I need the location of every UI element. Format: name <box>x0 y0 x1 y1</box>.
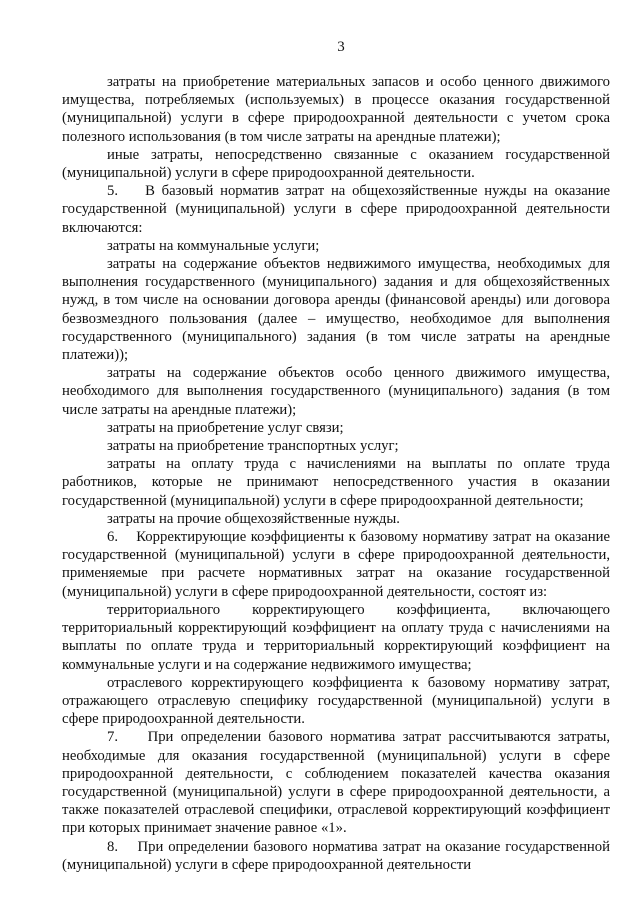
paragraph-other-costs: иные затраты, непосредственно связанные с оказанием государственной (муниципальной) услуги в сфере природоохранной деятельности. <box>62 146 610 182</box>
paragraph-industry-coefficient: отраслевого корректирующего коэффициента к базовому нормативу затрат, отражающего отраслевую специфику государственной (муниципальной) услуги в сфере природоохранной деятельности. <box>62 674 610 728</box>
paragraph-movable-property: затраты на содержание объектов особо ценного движимого имущества, необходимого для выполнения государственного (муниципального) задания (в том числе затраты на арендные платежи); <box>62 365 610 418</box>
paragraph-transport: затраты на приобретение транспортных услуг; <box>107 438 399 455</box>
paragraph-other-needs: затраты на прочие общехозяйственные нужды. <box>107 510 400 527</box>
paragraph-item-5: 5. В базовый норматив затрат на общехозяйственные нужды на оказание государственной (муниципальной) услуги в сфере природоохранной деятельности включаются: <box>62 183 610 236</box>
paragraph-utilities: затраты на коммунальные услуги; <box>107 237 320 254</box>
paragraph-item-8: 8. При определении базового норматива затрат на оказание государственной (муниципальной) услуги в сфере природоохранной деятельности <box>62 838 610 873</box>
paragraph-real-estate: затраты на содержание объектов недвижимого имущества, необходимых для выполнения государственного (муниципального) задания и для общехозяйственных нужд, в том числе на основании договора аренды (финансовой аренды) или договора безвозмездного пользования (далее – имущество, необходимое для выполнения государственного (муниципального) задания (в том числе затраты на арендные платежи)); <box>62 256 610 364</box>
document-body <box>62 73 610 874</box>
paragraph-material-costs: затраты на приобретение материальных запасов и особо ценного движимого имущества, потребляемых (используемых) в процессе оказания государственной (муниципальной) услуги в сфере природоохранной деятельности с учетом срока полезного использования (в том числе затраты на арендные платежи); <box>62 74 610 145</box>
page-number: 3 <box>337 39 345 55</box>
paragraph-item-6: 6. Корректирующие коэффициенты к базовому нормативу затрат на оказание государственной (муниципальной) услуги в сфере природоохранной деятельности, применяемые при расчете нормативных затрат на оказание государственной (муниципальной) услуги в сфере природоохранной деятельности, состоят из: <box>62 529 610 600</box>
paragraph-communication: затраты на приобретение услуг связи; <box>107 419 344 436</box>
paragraph-labor: затраты на оплату труда с начислениями на выплаты по оплате труда работников, которые не принимают непосредственного участия в оказании государственной (муниципальной) услуги в сфере природоохранной деятельности; <box>62 456 610 509</box>
paragraph-territorial-coefficient: территориального корректирующего коэффициента, включающего территориальный корректирующий коэффициент на оплату труда с начислениями на выплаты по оплате труда и территориальный корректирующий коэффициент на коммунальные услуги и на содержание недвижимого имущества; <box>62 601 610 673</box>
paragraph-item-7: 7. При определении базового норматива затрат рассчитываются затраты, необходимые для оказания государственной (муниципальной) услуги в сфере природоохранной деятельности, с соблюдением показателей качества оказания государственной (муниципальной) услуги в сфере природоохранной деятельности, а также показателей отраслевой специфики, отраслевой корректирующий коэффициент при которых принимает значение равное «1». <box>62 729 610 837</box>
